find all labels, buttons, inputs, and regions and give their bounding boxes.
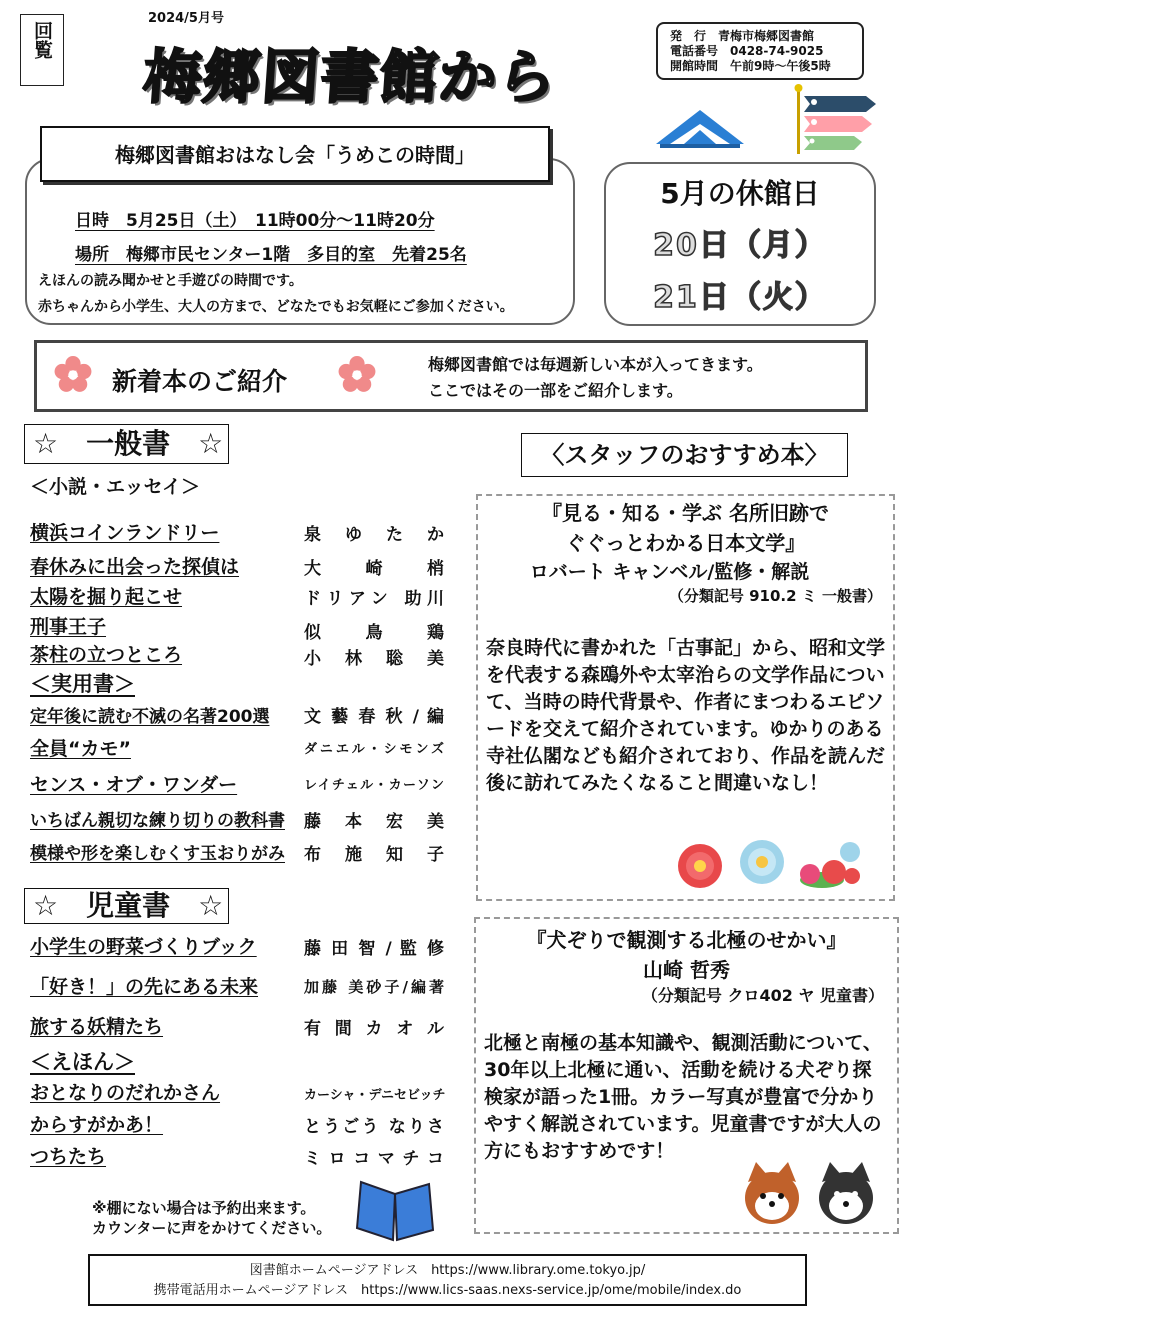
book-title: センス・オブ・ワンダー — [30, 774, 238, 796]
book-author: ドリアン 助川 — [304, 589, 444, 609]
book-title: 定年後に読む不滅の名著200選 — [30, 707, 270, 727]
rec1-author: ロバート キャンベル/監修・解説 — [529, 561, 810, 583]
book-author: ミ ロ コ マ チ コ — [304, 1149, 444, 1169]
black-dog-icon — [819, 1162, 873, 1224]
book-title: 「好き！」の先にある未来 — [30, 976, 259, 998]
ohanashi-desc-2: 赤ちゃんから小学生、大人の方まで、どなたでもお気軽にご参加ください。 — [38, 299, 514, 315]
book-author: 有 間 カ オ ル — [304, 1019, 444, 1039]
book-author: 藤 本 宏 美 — [304, 812, 444, 832]
book-title: 太陽を掘り起こせ — [30, 586, 183, 608]
shiba-dog-icon — [745, 1162, 799, 1224]
closed-day-1: 20日（月） — [653, 228, 827, 263]
phone-line: 電話番号 0428-74-9025 — [670, 44, 824, 58]
book-author: とうごう なりさ — [304, 1117, 444, 1137]
children-heading: ☆ 児童書 ☆ — [24, 888, 229, 924]
book-title: 旅する妖精たち — [30, 1016, 164, 1038]
book-title: いちばん親切な練り切りの教科書 — [30, 811, 285, 831]
new-books-desc-2: ここではその一部をご紹介します。 — [428, 381, 683, 400]
rec1-class: （分類記号 910.2 ミ 一般書） — [668, 587, 882, 605]
novel-label: ＜小説・エッセイ＞ — [30, 476, 201, 498]
book-author: カーシャ・デニセビッチ — [304, 1088, 446, 1103]
book-title: からすがかあ！ — [30, 1114, 164, 1136]
open-book-icon — [355, 1180, 435, 1242]
book-author: 泉 ゆ た か — [304, 525, 444, 545]
publisher-box — [656, 22, 864, 80]
dogs-icon — [742, 1162, 882, 1228]
closed-days-box — [604, 162, 876, 326]
book-author: 文 藝 春 秋 / 編 — [304, 707, 444, 727]
staff-heading: 〈スタッフのおすすめ本〉 — [521, 433, 848, 477]
mobile-url[interactable]: 携帯電話用ホームページアドレス https://www.lics-saas.nexs-service.jp/ome/mobile/index.do — [153, 1283, 742, 1298]
kabuto-helmet-icon — [650, 104, 750, 150]
blue-flower-icon — [740, 840, 784, 884]
plum-blossom-icon — [54, 356, 92, 394]
book-author: 加藤 美砂子/編著 — [304, 978, 444, 996]
closed-day-2: 21日（火） — [653, 280, 827, 315]
book-author: 布 施 知 子 — [304, 845, 444, 865]
practical-label: ＜実用書＞ — [30, 672, 135, 696]
rec2-author: 山崎 哲秀 — [643, 958, 730, 982]
book-title: 横浜コインランドリー — [30, 522, 220, 544]
kairan-stamp — [20, 14, 64, 86]
ohanashi-place: 場所 梅郷市民センター1階 多目的室 先着25名 — [75, 245, 467, 265]
book-title: 模様や形を楽しむくす玉おりがみ — [30, 844, 285, 864]
general-heading: ☆ 一般書 ☆ — [24, 424, 229, 464]
red-flower-icon — [678, 844, 722, 888]
book-title: 刑事王子 — [30, 616, 107, 638]
plum-blossom-icon — [338, 356, 376, 394]
reservation-note — [92, 1198, 331, 1238]
newsletter-title: 梅郷図書館から — [141, 43, 560, 111]
closed-days-title: 5月の休館日 — [660, 177, 820, 210]
new-books-desc-1: 梅郷図書館では毎週新しい本が入ってきます。 — [428, 355, 763, 374]
homepage-url[interactable]: 図書館ホームページアドレス https://www.library.ome.tokyo.jp/ — [249, 1263, 646, 1278]
rec2-body: 北極と南極の基本知識や、観測活動について、30年以上北極に通い、活動を続ける犬ぞり探検家が語った1冊。カラー写真が豊富で分かりやすく解説されています。児童書ですが大人の方にもおすすめです！ — [484, 1032, 882, 1162]
note-line-2: カウンターに声をかけてください。 — [92, 1219, 332, 1237]
book-author: ダニエル・シモンズ — [304, 742, 444, 757]
ohanashi-desc-1: えほんの読み聞かせと手遊びの時間です。 — [38, 273, 303, 289]
small-flowers-icon — [800, 842, 860, 888]
kairan-text: 回覧 — [31, 21, 53, 59]
koinobori-icon — [790, 84, 880, 154]
book-title: 春休みに出会った探偵は — [30, 556, 240, 578]
footer-box — [88, 1254, 807, 1306]
note-line-1: ※棚にない場合は予約出来ます。 — [92, 1199, 316, 1217]
ohanashi-date: 日時 5月25日（土） 11時00分～11時20分 — [75, 211, 435, 231]
rec1-body: 奈良時代に書かれた「古事記」から、昭和文学を代表する森鴎外や太宰治らの文学作品について、当時の時代背景や、作者にまつわるエピソードを交えて紹介されています。ゆかりのある寺社仏閣なども紹介されており、作品を読んだ後に訪れてみたくなること間違いなし！ — [486, 637, 886, 794]
hours-line: 開館時間 午前9時～午後5時 — [670, 59, 831, 73]
book-title: 小学生の野菜づくりブック — [30, 936, 257, 958]
book-title: おとなりのだれかさん — [30, 1082, 221, 1104]
book-title: 茶柱の立つところ — [30, 644, 183, 666]
book-author: 藤 田 智 / 監 修 — [304, 939, 444, 959]
book-author: 小 林 聡 美 — [304, 649, 444, 669]
new-books-desc — [428, 352, 763, 404]
book-title: つちたち — [30, 1146, 107, 1168]
flowers-icon — [672, 828, 886, 892]
ehon-label: ＜えほん＞ — [30, 1050, 135, 1074]
issue-label: 2024/5月号 — [148, 11, 224, 26]
book-author: 大 崎 梢 — [304, 559, 444, 579]
rec1-title-2: ぐぐっとわかる日本文学』 — [565, 531, 806, 555]
publisher-line: 発 行 青梅市梅郷図書館 — [670, 29, 815, 43]
rec1-title-1: 『見る・知る・学ぶ 名所旧跡で — [542, 501, 829, 525]
book-author: レイチェル・カーソン — [304, 778, 444, 793]
new-books-title: 新着本のご紹介 — [112, 367, 288, 396]
ohanashi-title: 梅郷図書館おはなし会「うめこの時間」 — [40, 126, 550, 182]
rec2-class: （分類記号 クロ402 ヤ 児童書） — [641, 986, 884, 1005]
rec2-title: 『犬ぞりで観測する北極のせかい』 — [526, 928, 847, 952]
book-title: 全員“カモ” — [30, 738, 131, 760]
book-author: 似 鳥 鶏 — [304, 623, 444, 643]
